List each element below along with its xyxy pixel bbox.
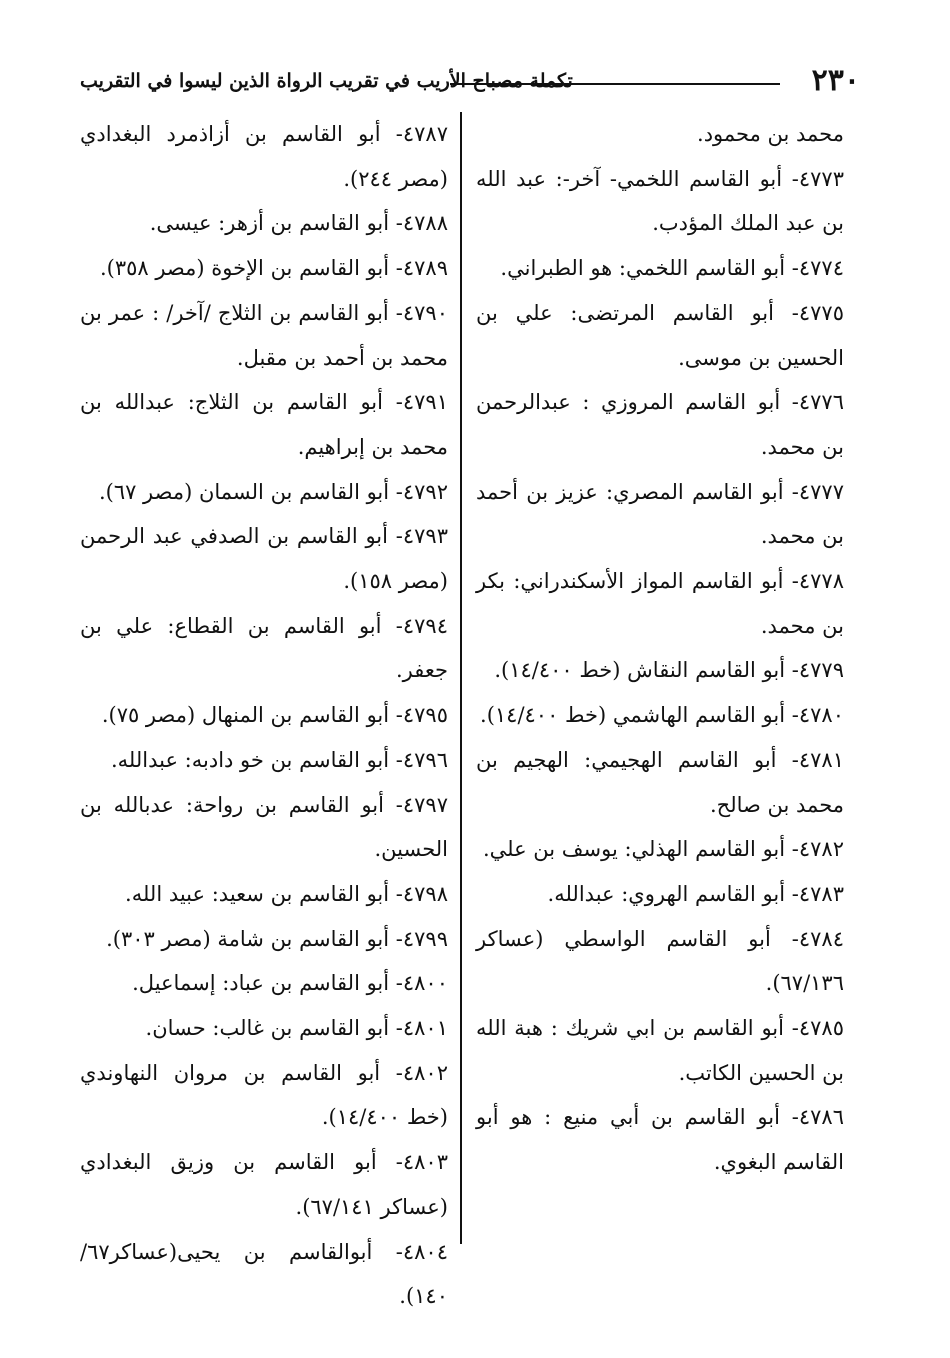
entry: ٤٧٧٦- أبو القاسم المروزي : عبدالرحمن بن محمد. xyxy=(476,390,844,459)
entry: ٤٧٨٠- أبو القاسم الهاشمي (خط ١٤/٤٠٠). xyxy=(480,703,844,728)
entry: ٤٧٩٨- أبو القاسم بن سعيد: عبيد الله. xyxy=(125,881,448,906)
right-column xyxy=(476,112,844,1185)
entry: ٤٧٨٨- أبو القاسم بن أزهر: عيسى. xyxy=(149,211,448,236)
left-column xyxy=(80,112,448,1319)
entry: ٤٨٠٣- أبو القاسم بن وزيق البغدادي (عساكر ٦٧/١٤١). xyxy=(80,1150,448,1219)
running-title: تكملة مصباح الأريب في تقريب الرواة الذين ليسوا في التقريب xyxy=(80,70,573,92)
page-number: ٢٣٠ xyxy=(811,63,860,98)
entry: ٤٧٨٤- أبو القاسم الواسطي (عساكر ٦٧/١٣٦). xyxy=(476,926,844,996)
entry: ٤٧٨٩- أبو القاسم بن الإخوة (مصر ٣٥٨). xyxy=(99,256,448,281)
entry: ٤٧٩٠- أبو القاسم بن الثلاج /آخر/ : عمر بن محمد بن أحمد بن مقبل. xyxy=(80,300,448,370)
column-divider xyxy=(460,112,462,1244)
entry: ٤٧٧٨- أبو القاسم المواز الأسكندراني: بكر بن محمد. xyxy=(476,569,844,638)
entry: محمد بن محمود. xyxy=(697,122,844,146)
entry: ٤٧٨٣- أبو القاسم الهروي: عبدالله. xyxy=(547,881,844,906)
entry: ٤٧٧٥- أبو القاسم المرتضى: علي بن الحسين بن موسى. xyxy=(476,300,844,370)
entry: ٤٧٩٦- أبو القاسم بن خو دادبه: عبدالله. xyxy=(110,747,448,772)
entry: ٤٧٧٤- أبو القاسم اللخمي: هو الطبراني. xyxy=(500,256,844,281)
entry: ٤٧٨٥- أبو القاسم بن ابي شريك : هبة الله بن الحسين الكاتب. xyxy=(476,1016,844,1085)
entry: ٤٨٠٤- أبوالقاسم بن يحيى(عساكر٦٧/ ١٤٠). xyxy=(80,1239,448,1309)
entry: ٤٧٩١- أبو القاسم بن الثلاج: عبدالله بن محمد بن إبراهيم. xyxy=(80,390,448,459)
entry: ٤٧٧٣- أبو القاسم اللخمي- آخر-: عبد الله بن عبد الملك المؤدب. xyxy=(476,166,844,236)
entry: ٤٧٨١- أبو القاسم الهجيمي: الهجيم بن محمد بن صالح. xyxy=(476,747,844,817)
entry: ٤٧٩٩- أبو القاسم بن شامة (مصر ٣٠٣). xyxy=(106,926,448,951)
entry: ٤٧٧٧- أبو القاسم المصري: عزيز بن أحمد بن محمد. xyxy=(476,479,844,549)
entry: ٤٧٩٧- أبو القاسم بن رواحة: عدبالله بن الحسين. xyxy=(80,792,448,862)
entry: ٤٧٨٧- أبو القاسم بن أزاذمرد البغدادي (مصر ٢٤٤). xyxy=(80,122,448,191)
entry: ٤٧٨٢- أبو القاسم الهذلي: يوسف بن علي. xyxy=(482,837,844,862)
entry: ٤٧٩٣- أبو القاسم بن الصدفي عبد الرحمن (مصر ١٥٨). xyxy=(80,524,448,594)
entry: ٤٧٩٤- أبو القاسم بن القطاع: علي بن جعفر. xyxy=(80,613,448,683)
entry: ٤٧٨٦- أبو القاسم بن أبي منيع : هو أبو القاسم البغوي. xyxy=(476,1105,844,1175)
entry: ٤٨٠١- أبو القاسم بن غالب: حسان. xyxy=(145,1016,448,1041)
page-header xyxy=(80,60,860,102)
entry: ٤٧٧٩- أبو القاسم النقاش (خط ١٤/٤٠٠). xyxy=(494,658,844,683)
entry: ٤٧٩٢- أبو القاسم بن السمان (مصر ٦٧). xyxy=(98,479,448,504)
entry: ٤٨٠٢- أبو القاسم بن مروان النهاوندي (خط ١٤/٤٠٠). xyxy=(80,1060,448,1130)
entry: ٤٧٩٥- أبو القاسم بن المنهال (مصر ٧٥). xyxy=(101,703,448,728)
entry: ٤٨٠٠- أبو القاسم بن عباد: إسماعيل. xyxy=(132,971,448,996)
